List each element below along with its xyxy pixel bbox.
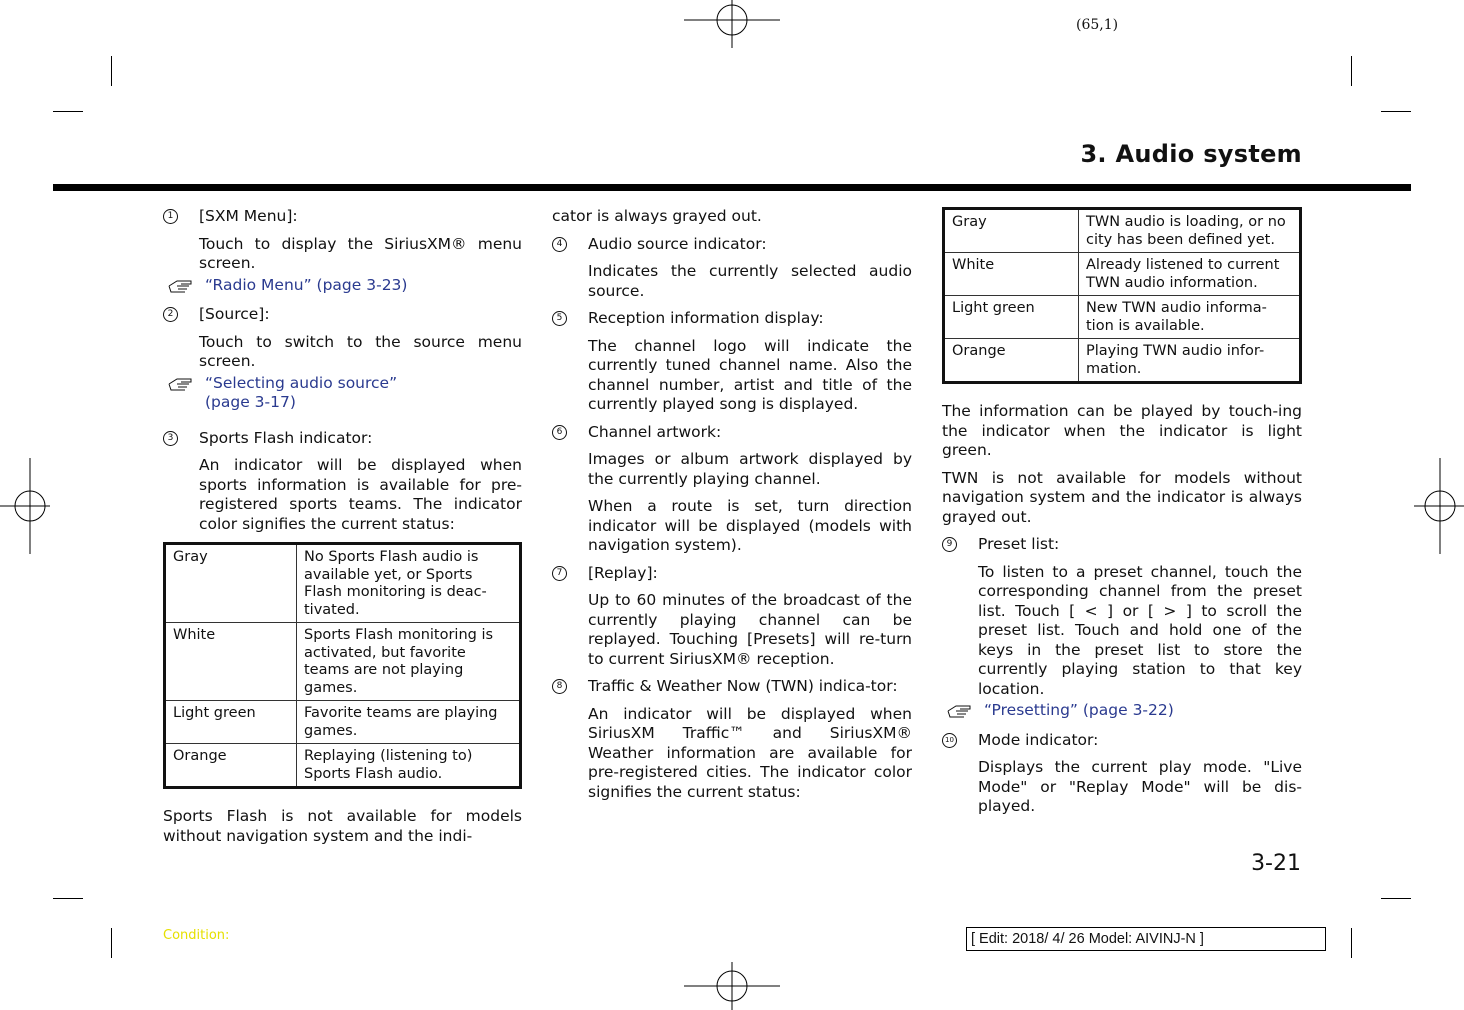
table-row xyxy=(944,253,1301,296)
item-description: The channel logo will indicate the currently tuned channel name. Also the channel number, artist and title of the currently played song is displayed. xyxy=(588,336,912,413)
table-cell: White xyxy=(165,623,297,701)
list-item xyxy=(552,423,912,443)
table-cell: Playing TWN audio infor-mation. xyxy=(1079,339,1301,383)
item-label: Mode indicator: xyxy=(978,730,1099,749)
pointing-hand-icon xyxy=(167,376,197,392)
crop-mark xyxy=(111,56,112,86)
paragraph: Sports Flash is not available for models without navigation system and the indi- xyxy=(163,807,522,845)
item-number: 3 xyxy=(163,431,178,446)
list-item xyxy=(942,535,1302,555)
page-code: (65,1) xyxy=(1076,17,1119,33)
table-row xyxy=(165,544,521,623)
chapter-title: 3. Audio system xyxy=(1080,140,1302,168)
table-row xyxy=(165,701,521,744)
condition-label: Condition: xyxy=(163,928,230,943)
table-cell: Light green xyxy=(165,701,297,744)
item-label: Traffic & Weather Now (TWN) indica-tor: xyxy=(588,677,898,695)
registration-mark-right xyxy=(1414,458,1464,554)
item-label: Reception information display: xyxy=(588,309,824,327)
item-number: 8 xyxy=(552,679,567,694)
pointing-hand-icon xyxy=(946,703,976,719)
item-label: Channel artwork: xyxy=(588,422,722,441)
table-cell: Orange xyxy=(944,339,1079,383)
paragraph: TWN is not available for models without navigation system and the indicator is always grayed out. xyxy=(942,468,1302,526)
list-item xyxy=(163,305,522,325)
item-label: [SXM Menu]: xyxy=(199,207,298,225)
edit-info-box: [ Edit: 2018/ 4/ 26 Model: AIVINJ-N ] xyxy=(966,927,1326,951)
reference-link[interactable]: “Presetting” (page 3-22) xyxy=(984,701,1174,719)
item-description: Touch to switch to the source menu screen. xyxy=(199,332,522,370)
table-row xyxy=(165,623,521,701)
list-item xyxy=(552,235,912,255)
item-number: 1 xyxy=(163,209,178,224)
item-description: Up to 60 minutes of the broadcast of the currently playing channel can be replayed. Touching [Presets] will re-turn to current SiriusXM® reception. xyxy=(588,591,912,668)
item-label: Preset list: xyxy=(978,535,1060,553)
item-number: 7 xyxy=(552,566,567,581)
list-item xyxy=(552,677,912,697)
item-description: Displays the current play mode. "Live Mode" or "Replay Mode" will be dis-played. xyxy=(978,758,1302,815)
item-description: An indicator will be displayed when sports information is available for pre-registered sports teams. The indicator color signifies the current status: xyxy=(199,456,522,533)
table-row xyxy=(165,744,521,788)
item-number: 10 xyxy=(942,733,957,748)
item-description: To listen to a preset channel, touch the corresponding channel from the preset list. Touch [ < ] or [ > ] to scroll the preset list. Touch and hold one of the keys in the preset list to store the currently playing station to that key location. xyxy=(978,562,1302,698)
registration-mark-top xyxy=(684,0,780,50)
list-item xyxy=(552,309,912,329)
item-description: When a route is set, turn direction indicator will be displayed (models with navigation system). xyxy=(588,497,912,554)
table-row xyxy=(944,339,1301,383)
table-cell: Sports Flash monitoring is activated, but favorite teams are not playing games. xyxy=(297,623,521,701)
item-description: Images or album artwork displayed by the currently playing channel. xyxy=(588,450,912,488)
column-2 xyxy=(552,207,912,810)
page-reference[interactable] xyxy=(163,374,522,413)
paragraph: The information can be played by touch-ing the indicator when the indicator is light green. xyxy=(942,402,1302,459)
crop-mark xyxy=(1381,111,1411,112)
header-rule xyxy=(53,184,1411,191)
table-cell: TWN audio is loading, or no city has been defined yet. xyxy=(1079,209,1301,253)
item-label: [Source]: xyxy=(199,305,270,323)
table-row xyxy=(944,209,1301,253)
table-row xyxy=(944,296,1301,339)
table-cell: No Sports Flash audio is available yet, or Sports Flash monitoring is deac-tivated. xyxy=(297,544,521,623)
item-number: 6 xyxy=(552,425,567,440)
table-cell: Orange xyxy=(165,744,297,788)
table-cell: Replaying (listening to) Sports Flash audio. xyxy=(297,744,521,788)
list-item xyxy=(552,564,912,584)
table-cell: Already listened to current TWN audio information. xyxy=(1079,253,1301,296)
table-cell: New TWN audio informa-tion is available. xyxy=(1079,296,1301,339)
list-item xyxy=(942,731,1302,751)
paragraph: cator is always grayed out. xyxy=(552,207,762,225)
item-number: 2 xyxy=(163,307,178,322)
item-description: An indicator will be displayed when SiriusXM Traffic™ and SiriusXM® Weather information are available for pre-registered cities. The indicator color signifies the current status: xyxy=(588,704,912,801)
twn-status-table xyxy=(942,207,1302,384)
crop-mark xyxy=(1351,928,1352,958)
table-cell: Favorite teams are playing games. xyxy=(297,701,521,744)
pointing-hand-icon xyxy=(167,278,197,294)
registration-mark-bottom xyxy=(684,962,780,1010)
crop-mark xyxy=(53,111,83,112)
item-description: Touch to display the SiriusXM® menu screen. xyxy=(199,234,522,272)
reference-link-page[interactable]: (page 3-17) xyxy=(205,393,296,411)
item-description: Indicates the currently selected audio source. xyxy=(588,262,912,300)
item-number: 4 xyxy=(552,237,567,252)
table-cell: Gray xyxy=(165,544,297,623)
item-label: Sports Flash indicator: xyxy=(199,428,373,447)
sports-flash-status-table xyxy=(163,542,522,789)
table-cell: White xyxy=(944,253,1079,296)
list-item xyxy=(163,207,522,227)
table-cell: Gray xyxy=(944,209,1079,253)
registration-mark-left xyxy=(0,458,50,554)
table-cell: Light green xyxy=(944,296,1079,339)
page-number: 3-21 xyxy=(1251,851,1301,876)
list-item xyxy=(163,429,522,449)
crop-mark xyxy=(53,898,83,899)
reference-link[interactable]: “Selecting audio source” xyxy=(205,373,398,392)
item-number: 9 xyxy=(942,537,957,552)
crop-mark xyxy=(1381,898,1411,899)
page-reference[interactable] xyxy=(163,276,522,296)
item-label: Audio source indicator: xyxy=(588,234,767,253)
crop-mark xyxy=(111,928,112,958)
page-reference[interactable] xyxy=(942,701,1302,721)
item-number: 5 xyxy=(552,311,567,326)
column-1 xyxy=(163,207,522,854)
crop-mark xyxy=(1351,56,1352,86)
item-label: [Replay]: xyxy=(588,563,658,582)
reference-link[interactable]: “Radio Menu” (page 3-23) xyxy=(205,275,408,294)
column-3 xyxy=(942,207,1302,825)
